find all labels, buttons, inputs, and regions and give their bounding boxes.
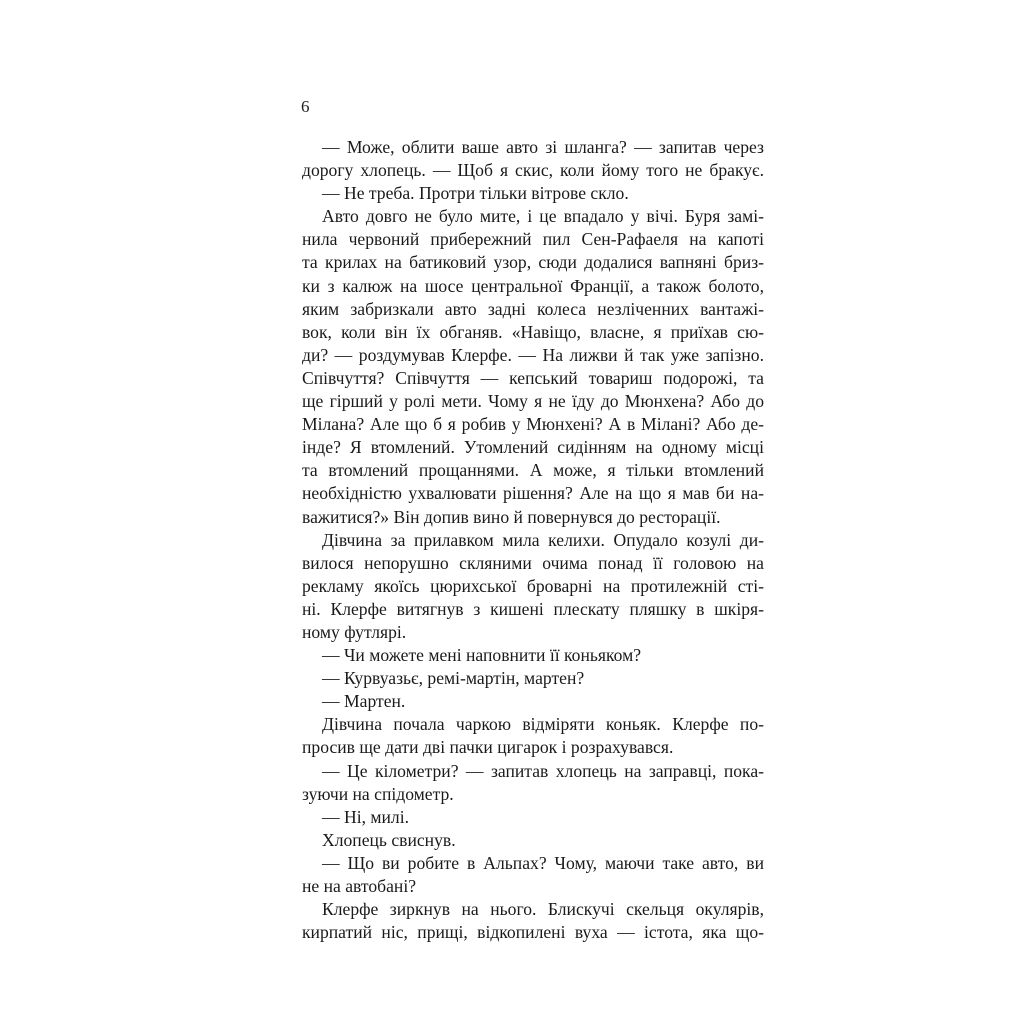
- text-line: ще гірший у ролі мети. Чому я не їду до Мюнхена? Або до: [302, 391, 764, 412]
- text-line: Клерфе зиркнув на нього. Блискучі скельця окулярів,: [322, 899, 764, 920]
- text-line: — Ні, милі.: [322, 806, 409, 827]
- text-line: необхідністю ухвалювати рішення? Але на що я мав би на-: [302, 483, 764, 504]
- text-line: яким забризкали авто задні колеса незліченних вантажі-: [302, 298, 764, 319]
- text-line: просив ще дати дві пачки цигарок і розрахувався.: [302, 737, 674, 758]
- text-line: вилося непорушно скляними очима понад її головою на: [302, 552, 764, 573]
- text-line: нила червоний прибережний пил Сен-Рафаеля на капоті: [302, 229, 764, 250]
- text-line: та втомлений прощаннями. А може, я тільки втомлений: [302, 460, 764, 481]
- text-line: інде? Я втомлений. Утомлений сидінням на одному місці: [302, 437, 764, 458]
- body-text: [302, 136, 764, 944]
- text-line: ні. Клерфе витягнув з кишені плескату пляшку в шкіря-: [302, 598, 764, 619]
- text-line: Мілана? Але що б я робив у Мюнхені? А в Мілані? Або де-: [302, 414, 764, 435]
- text-line: дорогу хлопець. — Щоб я скис, коли йому того не бракує.: [302, 160, 764, 181]
- text-line: не на автобані?: [302, 876, 417, 896]
- text-line: Хлопець свиснув.: [322, 829, 456, 850]
- text-line: та крилах на батиковий узор, сюди додалися вапняні бриз-: [302, 252, 764, 273]
- text-line: вок, коли він їх обганяв. «Навіщо, власне, я приїхав сю-: [302, 321, 764, 342]
- text-line: Дівчина за прилавком мила келихи. Опудало козулі ди-: [322, 529, 764, 550]
- text-line: Дівчина почала чаркою відміряти коньяк. Клерфе по-: [322, 714, 764, 735]
- text-line: важитися?» Він допив вино й повернувся до ресторації.: [302, 506, 721, 527]
- text-line: — Мартен.: [322, 691, 406, 712]
- text-line: рекламу якоїсь цюрихської броварні на протилежній сті-: [302, 575, 764, 596]
- text-line: — Що ви робите в Альпах? Чому, маючи таке авто, ви: [322, 852, 764, 873]
- text-line: — Може, облити ваше авто зі шланга? — запитав через: [322, 137, 764, 157]
- text-line: зуючи на спідометр.: [302, 783, 454, 804]
- text-line: ки з калюж на шосе центральної Франції, а також болото,: [302, 275, 764, 296]
- text-line: — Не треба. Протри тільки вітрове скло.: [322, 183, 629, 204]
- text-line: — Курвуазьє, ремі-мартін, мартен?: [322, 668, 585, 689]
- page-number: 6: [301, 97, 310, 116]
- text-line: кирпатий ніс, прищі, відкопилені вуха — істота, яка що-: [302, 922, 764, 943]
- text-line: ди? — роздумував Клерфе. — На лижви й так уже запізно.: [302, 344, 764, 365]
- text-line: ному футлярі.: [302, 621, 407, 642]
- text-line: Співчуття? Співчуття — кепський товариш подорожі, та: [302, 367, 764, 388]
- text-line: Авто довго не було мите, і це впадало у вічі. Буря замі-: [322, 206, 764, 227]
- text-line: — Чи можете мені наповнити її коньяком?: [322, 645, 642, 666]
- text-line: — Це кілометри? — запитав хлопець на заправці, пока-: [322, 760, 764, 781]
